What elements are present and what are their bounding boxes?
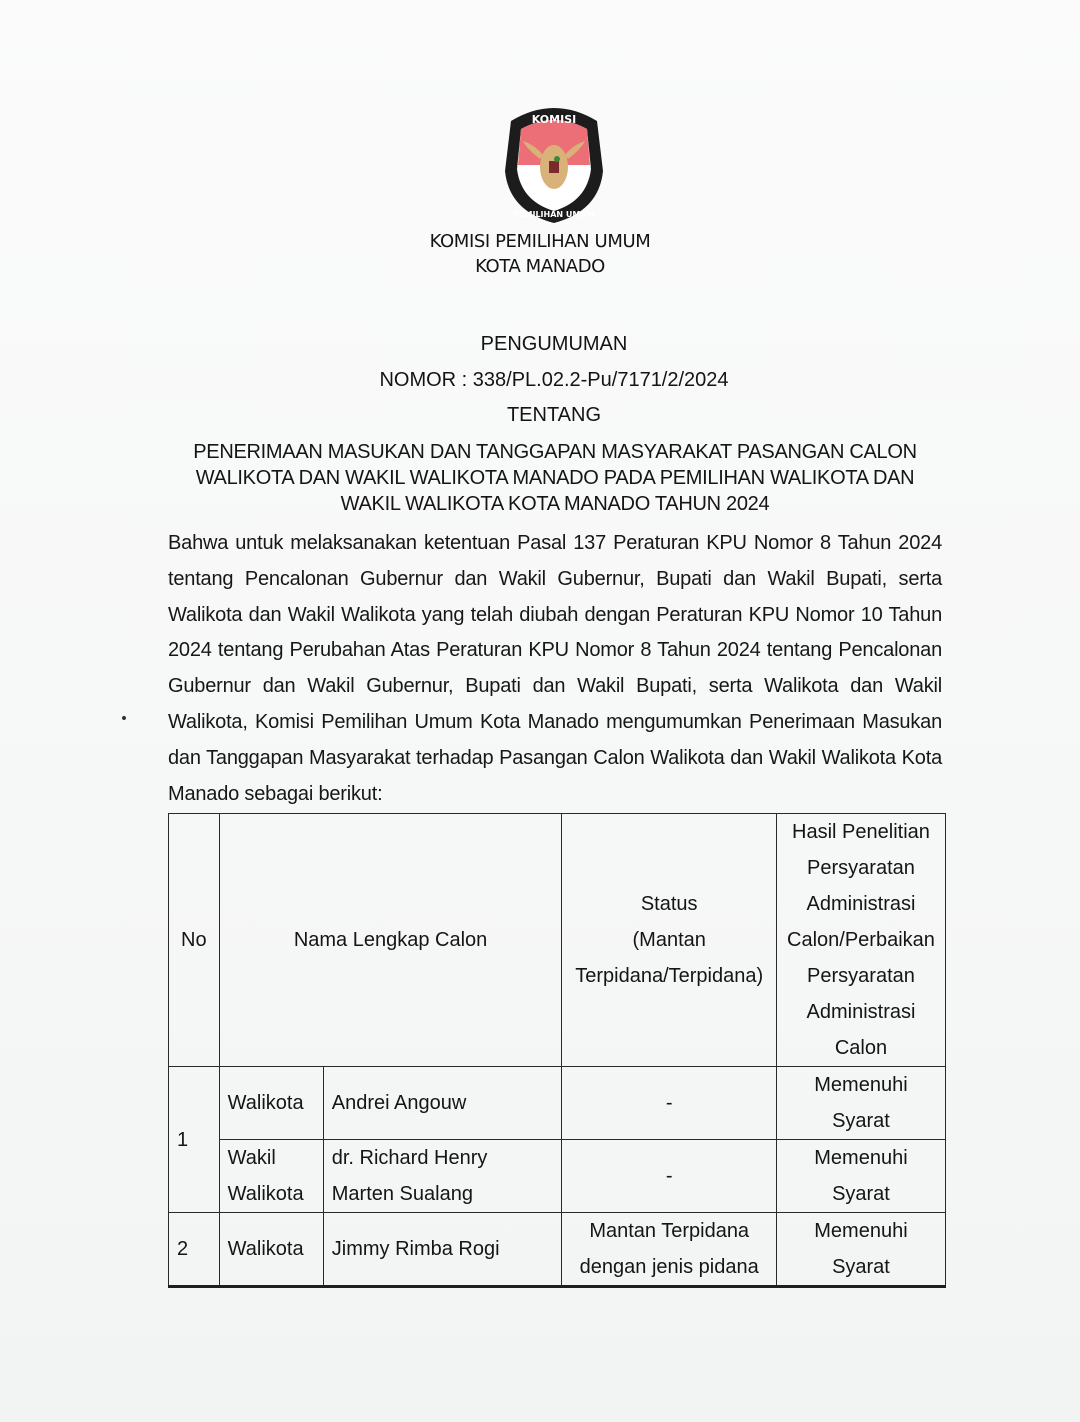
org-name: KOMISI PEMILIHAN UMUM	[429, 231, 651, 252]
cell-status	[562, 1140, 776, 1213]
result-line: Syarat	[832, 1183, 890, 1205]
header-result-line: Calon	[834, 1037, 888, 1059]
status-line: dengan jenis pidana	[579, 1256, 759, 1278]
role-line: Wakil	[227, 1147, 276, 1169]
cell-result	[776, 1213, 945, 1287]
header-status-line: (Mantan	[632, 929, 706, 951]
subject-line: PENERIMAAN MASUKAN DAN TANGGAPAN MASYARAKAT PASANGAN CALON	[193, 441, 917, 463]
table-row	[169, 1067, 946, 1140]
cell-status	[562, 1067, 776, 1140]
cell-name	[323, 1140, 562, 1213]
announcement-body: Bahwa untuk melaksanakan ketentuan Pasal 137 Peraturan KPU Nomor 8 Tahun 2024 tentang Pencalonan Gubernur dan Wakil Gubernur, Bupati dan Wakil Bupati, serta Walikota dan Wakil Walikota yang telah diubah dengan Peraturan KPU Nomor 10 Tahun 2024 tentang Perubahan Atas Peraturan KPU Nomor 8 Tahun 2024 tentang Pencalonan Gubernur dan Wakil Gubernur, Bupati dan Wakil Bupati, serta Walikota dan Wakil Walikota, Komisi Pemilihan Umum Kota Manado mengumumkan Penerimaan Masukan dan Tanggapan Masyarakat terhadap Pasangan Calon Walikota dan Wakil Walikota Kota Manado sebagai berikut:	[168, 532, 942, 805]
name-line: Marten Sualang	[331, 1183, 473, 1205]
cell-role	[219, 1140, 323, 1213]
cell-result	[776, 1067, 945, 1140]
header-result-line: Hasil Penelitian	[792, 821, 930, 843]
announcement-title: PENGUMUMAN	[480, 333, 628, 355]
header-result-line: Administrasi	[806, 893, 916, 915]
cell-status	[562, 1213, 776, 1287]
scan-speck	[121, 715, 126, 720]
cell-role	[219, 1067, 323, 1140]
table-row	[169, 1213, 946, 1287]
header-no: No	[169, 814, 220, 1067]
cell-no: 2	[169, 1213, 220, 1287]
cell-result	[776, 1140, 945, 1213]
role-line: Walikota	[227, 1238, 304, 1260]
header-result-line: Persyaratan	[807, 965, 915, 987]
name-line: dr. Richard Henry	[331, 1147, 488, 1169]
announcement-about: TENTANG	[506, 404, 602, 426]
header-result-line: Calon/Perbaikan	[787, 929, 935, 951]
status-line: -	[665, 1165, 673, 1187]
cell-role	[219, 1213, 323, 1287]
logo-bottom-text: PEMILIHAN UMUM	[513, 210, 595, 219]
header-result-line: Persyaratan	[807, 857, 915, 879]
table-row	[169, 1140, 946, 1213]
header-status-line: Status	[640, 893, 698, 915]
name-line: Andrei Angouw	[331, 1092, 467, 1114]
logo-top-text: KOMISI	[531, 113, 577, 126]
kpu-logo-icon	[499, 101, 609, 225]
table-header-row	[169, 814, 946, 1067]
status-line: Mantan Terpidana	[589, 1220, 750, 1242]
result-line: Syarat	[832, 1256, 890, 1278]
header-status-line: Terpidana/Terpidana)	[575, 965, 764, 987]
role-line: Walikota	[227, 1092, 304, 1114]
org-city: KOTA MANADO	[475, 256, 605, 277]
role-line: Walikota	[227, 1183, 304, 1205]
announcement-subject	[166, 439, 944, 517]
status-line: -	[665, 1092, 673, 1114]
cell-no: 1	[169, 1067, 220, 1213]
result-line: Memenuhi	[814, 1220, 908, 1242]
subject-line: WALIKOTA DAN WAKIL WALIKOTA MANADO PADA PEMILIHAN WALIKOTA DAN	[195, 467, 915, 489]
result-line: Syarat	[832, 1110, 890, 1132]
header-result	[776, 814, 945, 1067]
header-name: Nama Lengkap Calon	[219, 814, 562, 1067]
header-result-line: Administrasi	[806, 1001, 916, 1023]
result-line: Memenuhi	[814, 1147, 908, 1169]
name-line: Jimmy Rimba Rogi	[331, 1238, 500, 1260]
announcement-number: NOMOR : 338/PL.02.2-Pu/7171/2/2024	[379, 369, 729, 391]
subject-line: WAKIL WALIKOTA KOTA MANADO TAHUN 2024	[340, 493, 770, 515]
header-status	[562, 814, 776, 1067]
cell-name	[323, 1067, 562, 1140]
cell-name	[323, 1213, 562, 1287]
candidate-table	[168, 813, 946, 1288]
result-line: Memenuhi	[814, 1074, 908, 1096]
